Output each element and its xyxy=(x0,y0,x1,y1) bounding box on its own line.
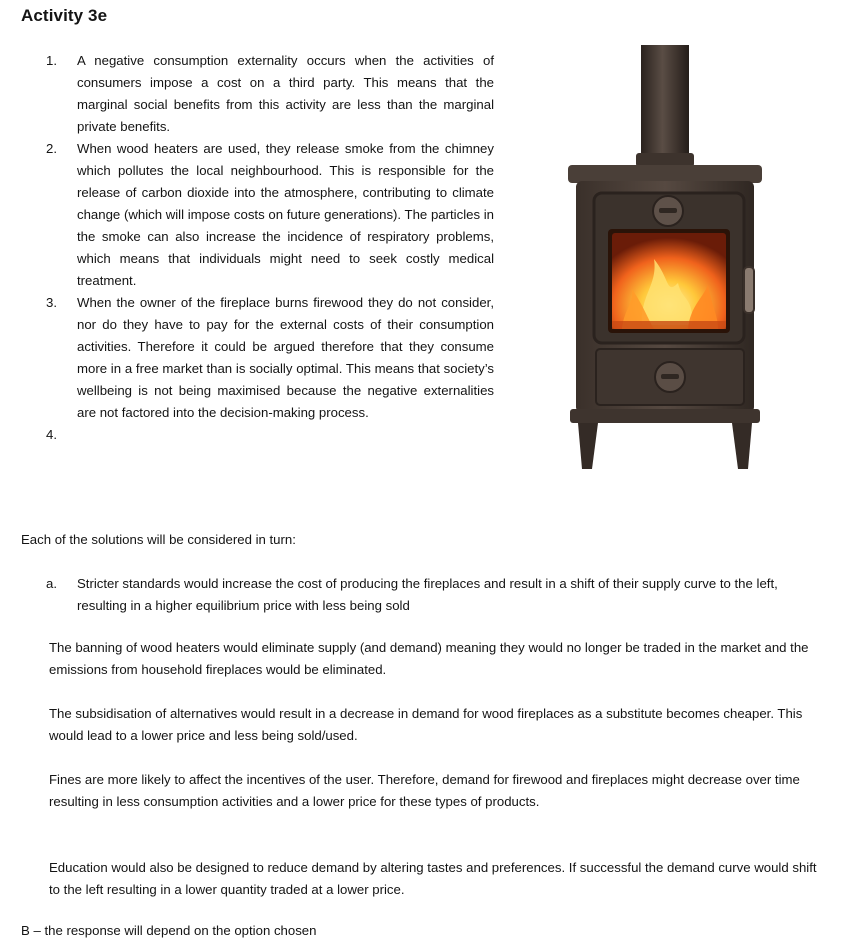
stove-top xyxy=(568,165,762,183)
paragraph-education: Education would also be designed to reduce demand by altering tastes and preferences. If successful the demand curve would shift to the left resulting in a lower quantity traded at a lower price. xyxy=(49,860,817,897)
door-handle-icon xyxy=(744,267,754,313)
paragraph-fines: Fines are more likely to affect the incentives of the user. Therefore, demand for firewood and fireplaces might decrease over time resulting in less consumption activities and a lower price for these types of products. xyxy=(49,772,800,809)
page-title: Activity 3e xyxy=(21,6,108,25)
list-item xyxy=(46,138,496,292)
list-item-text xyxy=(77,424,494,446)
solution-a xyxy=(46,573,816,617)
list-number: 3. xyxy=(46,295,57,310)
list-item-text: A negative consumption externality occurs when the activities of consumers impose a cost on a third party. This means that the marginal social benefits from this activity are less than the marginal private benefits. xyxy=(77,53,494,134)
numbered-list xyxy=(46,50,496,446)
list-item xyxy=(46,50,496,138)
list-item-text: When wood heaters are used, they release smoke from the chimney which pollutes the local neighbourhood. This is responsible for the release of carbon dioxide into the atmosphere, contributing to climate change (which will impose costs on future generations). The particles in the smoke can also increase the incidence of respiratory problems, which means that individuals might need to seek costly medical treatment. xyxy=(77,141,494,288)
solution-text: Stricter standards would increase the cost of producing the fireplaces and result in a shift of their supply curve to the left, resulting in a higher equilibrium price with less being sold xyxy=(77,576,778,613)
list-item xyxy=(46,424,496,446)
wood-stove-image xyxy=(562,45,794,469)
solutions-intro: Each of the solutions will be considered in turn: xyxy=(21,532,296,547)
solution-letter: a. xyxy=(46,576,57,591)
stove-leg-right xyxy=(732,423,752,469)
paragraph-banning: The banning of wood heaters would eliminate supply (and demand) meaning they would no longer be traded in the market and the emissions from household fireplaces would be eliminated. xyxy=(49,640,809,677)
paragraph-subsidisation: The subsidisation of alternatives would result in a decrease in demand for wood fireplaces as a substitute becomes cheaper. This would lead to a lower price and less being sold/used. xyxy=(49,706,803,743)
list-item-text: When the owner of the fireplace burns firewood they do not consider, nor do they have to pay for the external costs of their consumption activities. Therefore it could be argued therefore that they consume more in a free market than is socially optimal. This means that society’s wellbeing is not being maximised because the negative externalities are not factored into the decision-making process. xyxy=(77,295,494,420)
stove-leg-left xyxy=(578,423,598,469)
closing-note: B – the response will depend on the option chosen xyxy=(21,923,317,938)
list-number: 1. xyxy=(46,53,57,68)
list-number: 4. xyxy=(46,427,57,442)
list-number: 2. xyxy=(46,141,57,156)
list-item xyxy=(46,292,496,424)
flue-pipe xyxy=(641,45,689,157)
